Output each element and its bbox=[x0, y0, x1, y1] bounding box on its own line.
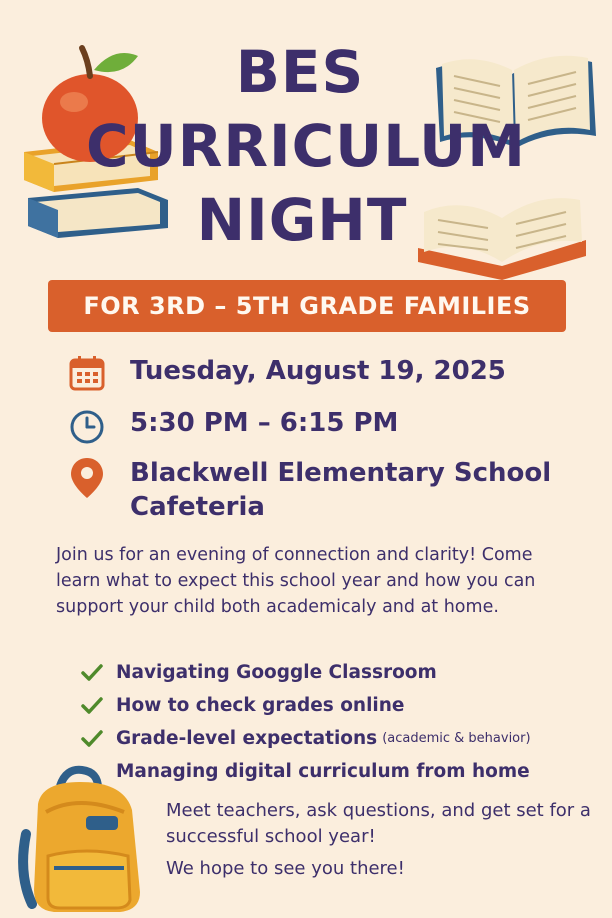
check-icon bbox=[80, 729, 104, 749]
event-time: 5:30 PM – 6:15 PM bbox=[130, 408, 399, 438]
date-row bbox=[68, 354, 506, 392]
list-item-note: (academic & behavior) bbox=[382, 731, 531, 746]
check-icon bbox=[80, 696, 104, 716]
list-item-label: Grade-level expectations bbox=[116, 728, 378, 749]
closing-message: Meet teachers, ask questions, and get set for a successful school year! bbox=[166, 800, 591, 847]
list-item-label: Navigating Googgle Classroom bbox=[116, 662, 437, 683]
location-line-2: Cafeteria bbox=[130, 492, 265, 522]
location-row bbox=[68, 456, 551, 524]
backpack-icon bbox=[16, 764, 156, 914]
check-icon bbox=[80, 663, 104, 683]
clock-icon bbox=[68, 406, 106, 444]
list-item bbox=[80, 656, 531, 689]
title-line-1: BES bbox=[235, 38, 365, 106]
intro-paragraph: Join us for an evening of connection and clarity! Come learn what to expect this school year and how you can support your child both academicaly and at home. bbox=[56, 545, 536, 617]
time-row bbox=[68, 406, 398, 444]
list-item-label: How to check grades online bbox=[116, 695, 405, 716]
closing-invite: We hope to see you there! bbox=[166, 858, 405, 879]
list-item bbox=[80, 689, 531, 722]
list-item-label: Managing digital curriculum from home bbox=[116, 761, 530, 782]
audience-banner: FOR 3RD – 5TH GRADE FAMILIES bbox=[48, 280, 566, 332]
list-item bbox=[80, 722, 531, 755]
location-pin-icon bbox=[68, 456, 106, 500]
calendar-icon bbox=[68, 354, 106, 392]
title-line-3: NIGHT bbox=[196, 186, 408, 254]
title-line-2: CURRICULUM bbox=[86, 112, 526, 180]
event-location bbox=[130, 456, 551, 524]
location-line-1: Blackwell Elementary School bbox=[130, 458, 552, 488]
event-date: Tuesday, August 19, 2025 bbox=[130, 356, 506, 386]
